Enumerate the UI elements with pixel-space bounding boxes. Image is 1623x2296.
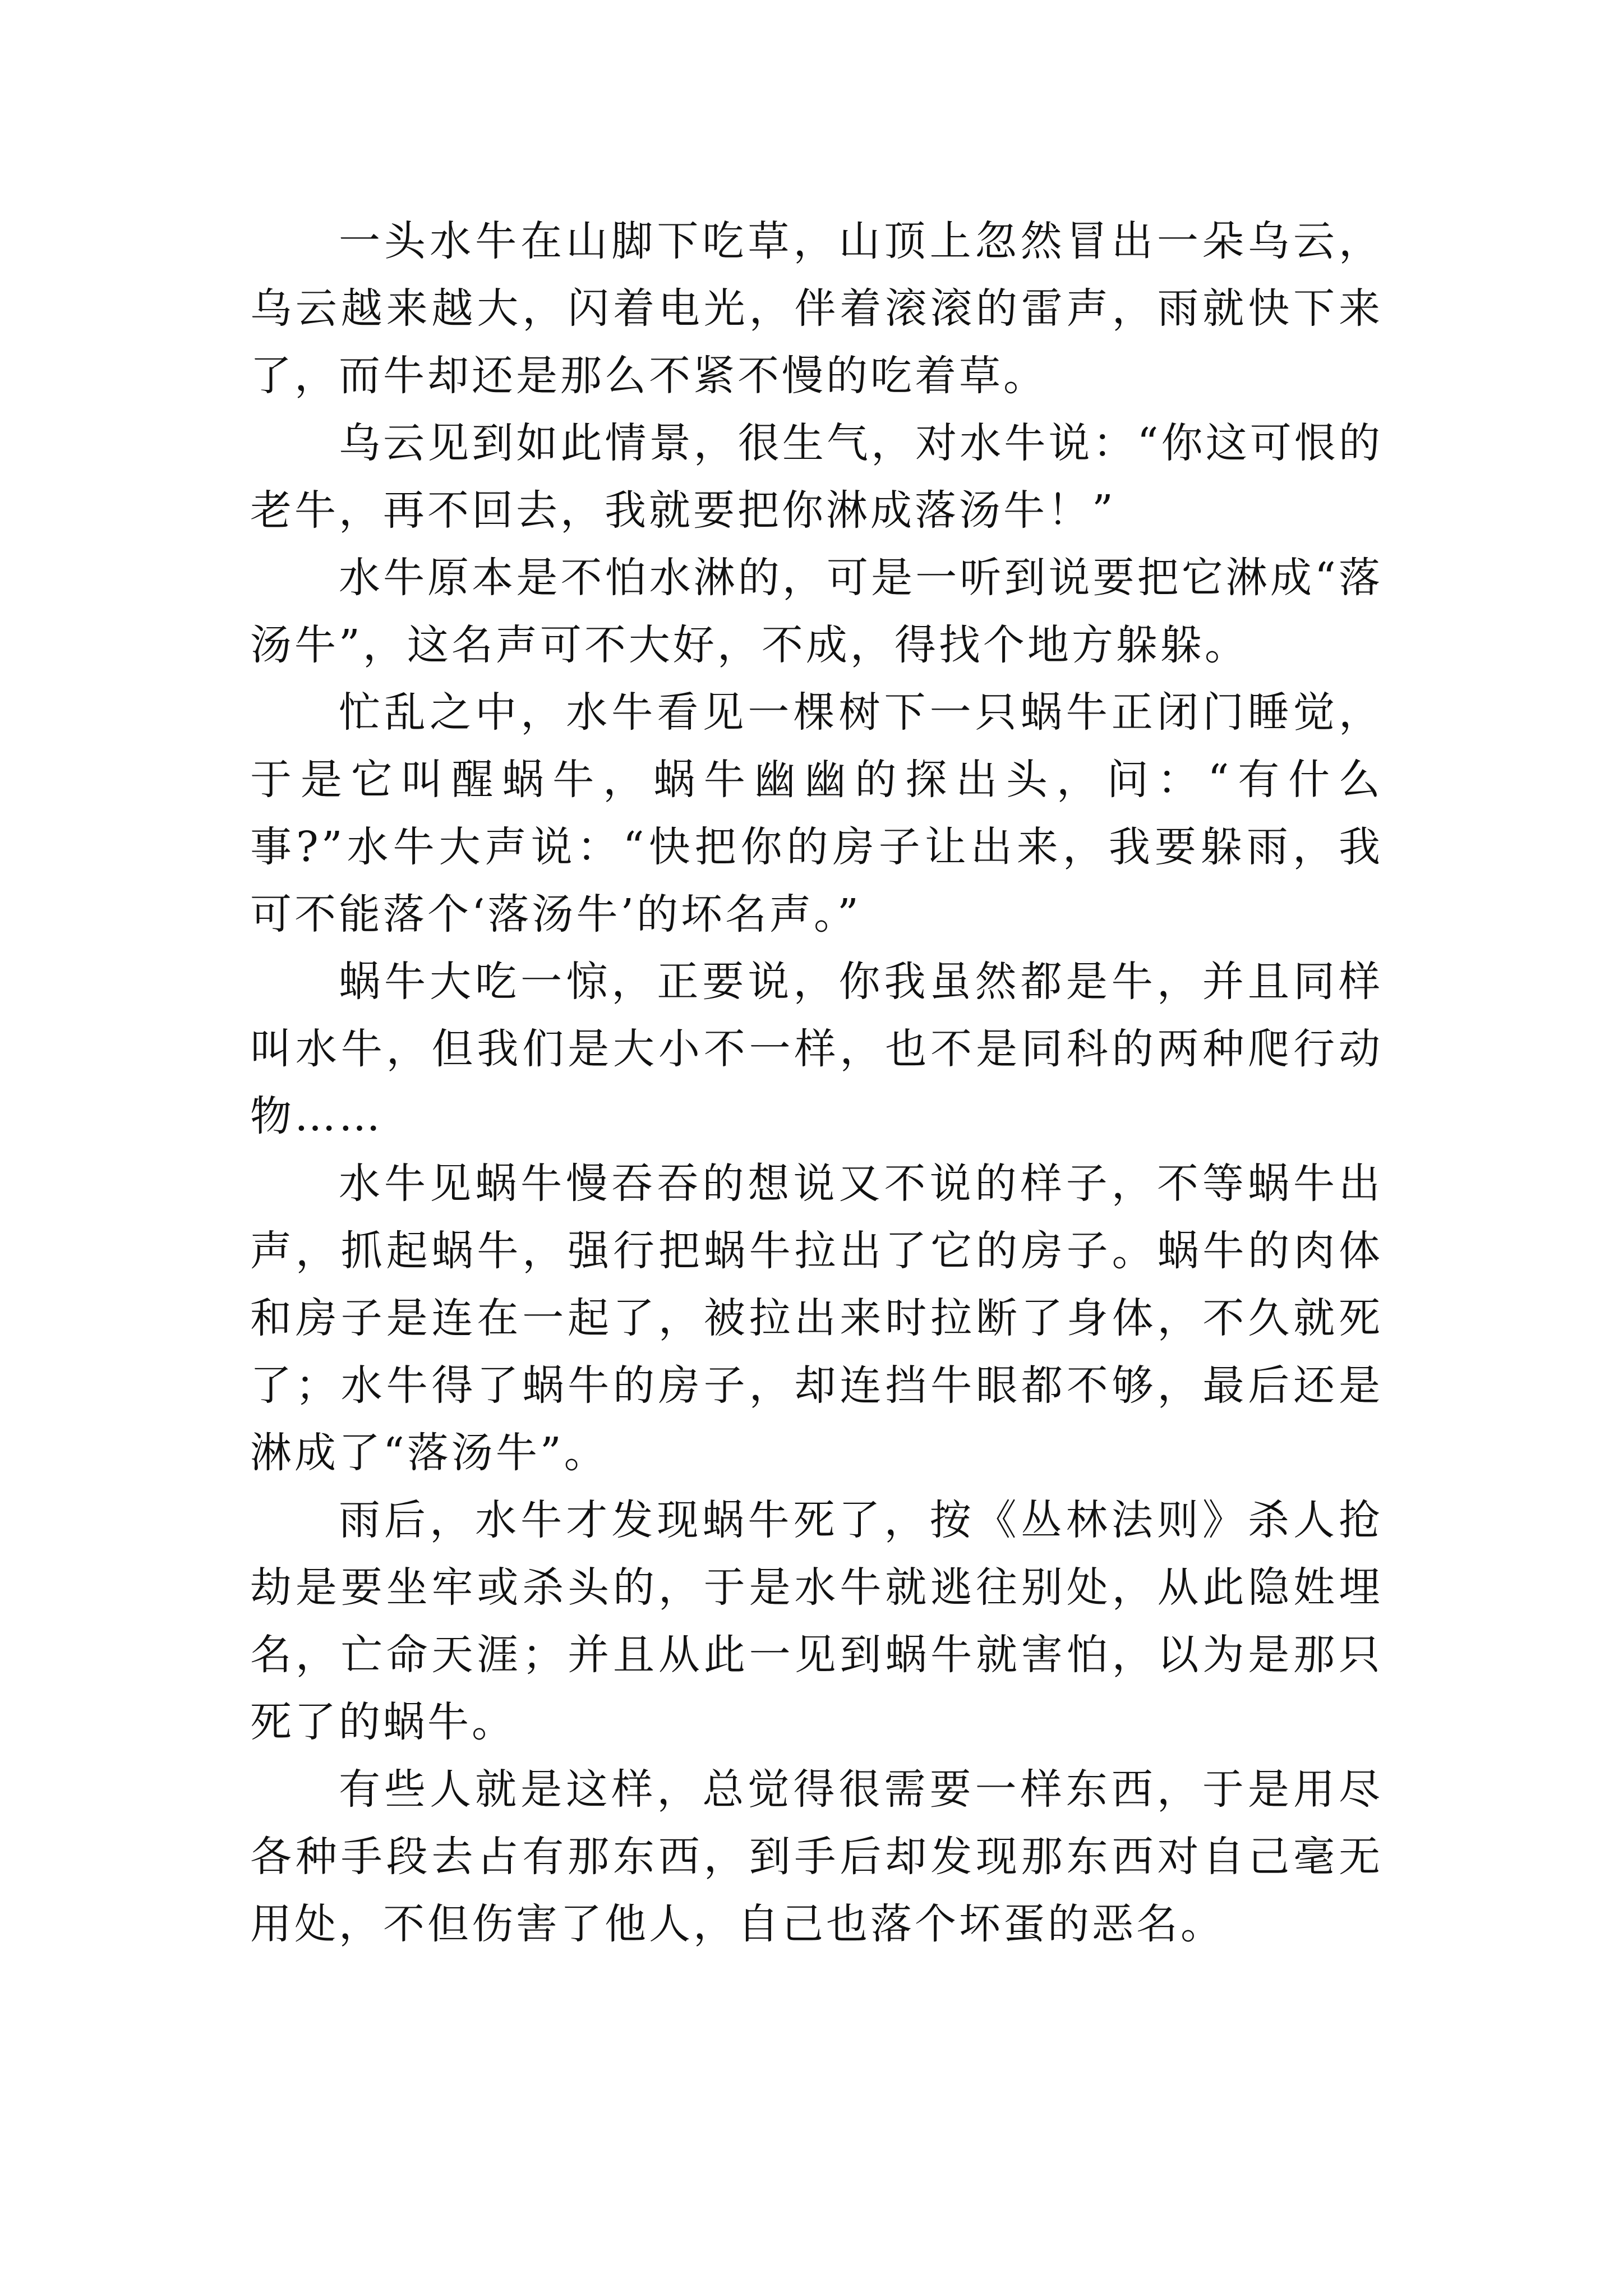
document-body	[250, 208, 1383, 1958]
paragraph-6: 水牛见蜗牛慢吞吞的想说又不说的样子，不等蜗牛出声，抓起蜗牛，强行把蜗牛拉出了它的房子。蜗牛的肉体和房子是连在一起了，被拉出来时拉断了身体，不久就死了；水牛得了蜗牛的房子，却连挡牛眼都不够，最后还是淋成了“落汤牛”。	[250, 1159, 1383, 1477]
paragraph-5: 蜗牛大吃一惊，正要说，你我虽然都是牛，并且同样叫水牛，但我们是大小不一样，也不是同科的两种爬行动物……	[250, 958, 1383, 1140]
paragraph-1: 一头水牛在山脚下吃草，山顶上忽然冒出一朵乌云，乌云越来越大，闪着电光，伴着滚滚的雷声，雨就快下来了，而牛却还是那么不紧不慢的吃着草。	[250, 217, 1383, 400]
paragraph-2: 乌云见到如此情景，很生气，对水牛说：“你这可恨的老牛，再不回去，我就要把你淋成落汤牛！”	[250, 419, 1383, 535]
paragraph-4: 忙乱之中，水牛看见一棵树下一只蜗牛正闭门睡觉，于是它叫醒蜗牛，蜗牛幽幽的探出头，问：“有什么事?”水牛大声说：“快把你的房子让出来，我要躲雨，我可不能落个‘落汤牛’的坏名声。”	[250, 688, 1383, 938]
paragraph-3: 水牛原本是不怕水淋的，可是一听到说要把它淋成“落汤牛”，这名声可不大好，不成，得找个地方躲躲。	[250, 554, 1383, 669]
paragraph-8: 有些人就是这样，总觉得很需要一样东西，于是用尽各种手段去占有那东西，到手后却发现那东西对自己毫无用处，不但伤害了他人，自己也落个坏蛋的恶名。	[250, 1765, 1383, 1948]
paragraph-7: 雨后，水牛才发现蜗牛死了，按《丛林法则》杀人抢劫是要坐牢或杀头的，于是水牛就逃往别处，从此隐姓埋名，亡命天涯；并且从此一见到蜗牛就害怕，以为是那只死了的蜗牛。	[250, 1496, 1383, 1746]
